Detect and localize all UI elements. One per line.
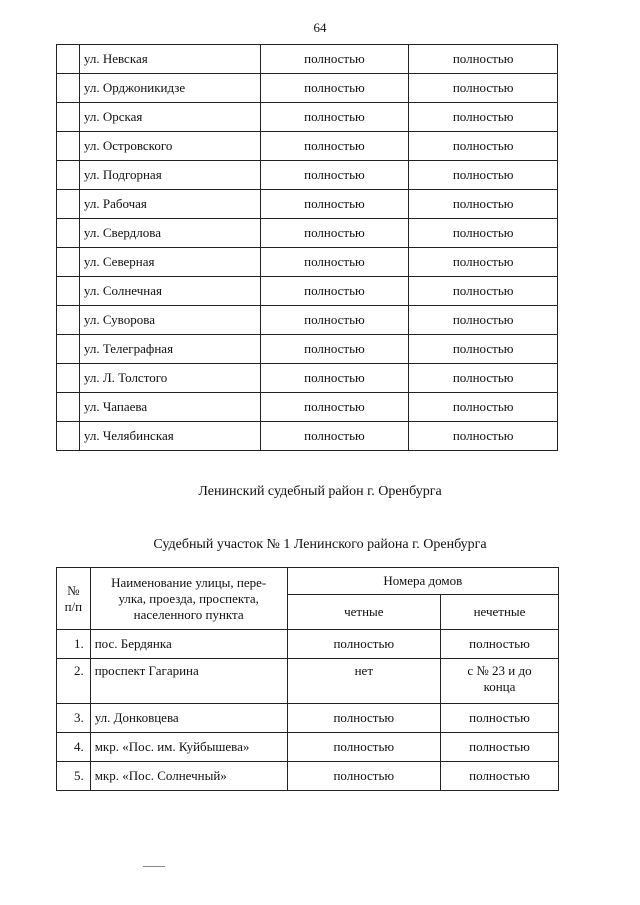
odd-houses-cell <box>440 762 558 791</box>
street-name-cell: ул. Челябинская <box>79 422 260 451</box>
even-houses-cell: полностью <box>260 190 409 219</box>
row-number-cell: 3. <box>57 704 91 733</box>
scan-mark <box>143 866 165 867</box>
street-name-cell: ул. Орджоникидзе <box>79 74 260 103</box>
row-num-cell <box>57 306 80 335</box>
odd-houses-cell: полностью <box>409 190 558 219</box>
even-houses-cell: полностью <box>260 393 409 422</box>
street-name-cell: ул. Невская <box>79 45 260 74</box>
header-name-line1: Наименование улицы, пере- <box>111 574 267 590</box>
odd-houses-cell: полностью <box>409 422 558 451</box>
row-number-cell: 5. <box>57 762 91 791</box>
street-name-cell: ул. Суворова <box>79 306 260 335</box>
odd-houses-cell: полностью <box>409 161 558 190</box>
odd-houses-line1: с № 23 и до <box>467 663 532 678</box>
table-row <box>57 190 558 219</box>
district-heading: Ленинский судебный район г. Оренбурга <box>198 484 442 499</box>
row-num-cell <box>57 74 80 103</box>
section-1-table-header <box>57 568 559 630</box>
table-row <box>57 277 558 306</box>
even-houses-cell: полностью <box>260 161 409 190</box>
header-num <box>57 568 91 630</box>
row-num-cell <box>57 103 80 132</box>
table-row <box>57 659 559 704</box>
header-name-line2: улка, проезда, проспекта, <box>118 590 259 606</box>
table-row <box>57 219 558 248</box>
street-name-cell: ул. Телеграфная <box>79 335 260 364</box>
header-num-line2: п/п <box>64 598 83 614</box>
header-num-line1: № <box>67 582 80 598</box>
section-1-table-body <box>57 630 559 791</box>
even-houses-cell: полностью <box>260 306 409 335</box>
page-number: 64 <box>313 20 327 35</box>
header-row <box>57 568 559 595</box>
table-row <box>57 393 558 422</box>
header-name-line3: населенного пункта <box>133 606 244 622</box>
even-houses-cell: полностью <box>260 422 409 451</box>
odd-houses-line1: полностью <box>469 739 530 754</box>
table-row <box>57 103 558 132</box>
odd-houses-cell: полностью <box>409 103 558 132</box>
row-number-cell: 1. <box>57 630 91 659</box>
even-houses-cell: полностью <box>260 45 409 74</box>
street-name-cell: ул. Солнечная <box>79 277 260 306</box>
odd-houses-cell: полностью <box>409 219 558 248</box>
odd-houses-cell: полностью <box>409 335 558 364</box>
table-row <box>57 630 559 659</box>
even-houses-cell: полностью <box>260 335 409 364</box>
odd-houses-cell: полностью <box>409 74 558 103</box>
street-name-cell: пос. Бердянка <box>90 630 287 659</box>
odd-houses-cell: полностью <box>409 306 558 335</box>
row-num-cell <box>57 248 80 277</box>
street-name-cell: ул. Рабочая <box>79 190 260 219</box>
row-num-cell <box>57 277 80 306</box>
table-row <box>57 132 558 161</box>
row-num-cell <box>57 219 80 248</box>
street-name-cell: мкр. «Пос. Солнечный» <box>90 762 287 791</box>
odd-houses-cell: полностью <box>409 132 558 161</box>
even-houses-cell: полностью <box>260 132 409 161</box>
table-row <box>57 248 558 277</box>
street-name-cell: проспект Гагарина <box>90 659 287 704</box>
table-row <box>57 422 558 451</box>
street-name-cell: ул. Свердлова <box>79 219 260 248</box>
row-num-cell <box>57 132 80 161</box>
odd-houses-cell: полностью <box>409 248 558 277</box>
odd-houses-cell <box>440 630 558 659</box>
street-name-cell: ул. Северная <box>79 248 260 277</box>
table-row <box>57 733 559 762</box>
row-num-cell <box>57 45 80 74</box>
street-name-cell: ул. Донковцева <box>90 704 287 733</box>
odd-houses-cell <box>440 659 558 704</box>
section-heading: Судебный участок № 1 Ленинского района г. Оренбурга <box>153 537 487 552</box>
odd-houses-cell <box>440 733 558 762</box>
even-houses-cell: полностью <box>260 277 409 306</box>
even-houses-cell: нет <box>287 659 440 704</box>
even-houses-cell: полностью <box>287 704 440 733</box>
even-houses-cell: полностью <box>260 74 409 103</box>
street-name-cell: ул. Орская <box>79 103 260 132</box>
odd-houses-line2: конца <box>483 679 516 694</box>
even-houses-cell: полностью <box>287 630 440 659</box>
odd-houses-cell: полностью <box>409 277 558 306</box>
table-row <box>57 45 558 74</box>
table-row <box>57 306 558 335</box>
table-row <box>57 74 558 103</box>
row-num-cell <box>57 364 80 393</box>
row-num-cell <box>57 335 80 364</box>
header-name <box>90 568 287 630</box>
street-name-cell: мкр. «Пос. им. Куйбышева» <box>90 733 287 762</box>
even-houses-cell: полностью <box>260 219 409 248</box>
row-num-cell <box>57 422 80 451</box>
street-name-cell: ул. Чапаева <box>79 393 260 422</box>
odd-houses-cell: полностью <box>409 393 558 422</box>
streets-table-body <box>57 45 558 451</box>
row-number-cell: 2. <box>57 659 91 704</box>
header-houses: Номера домов <box>287 568 558 595</box>
odd-houses-cell <box>440 704 558 733</box>
row-num-cell <box>57 161 80 190</box>
header-even: четные <box>287 595 440 630</box>
section-1-table <box>56 567 559 791</box>
odd-houses-line1: полностью <box>469 710 530 725</box>
table-row <box>57 335 558 364</box>
even-houses-cell: полностью <box>260 364 409 393</box>
street-name-cell: ул. Подгорная <box>79 161 260 190</box>
even-houses-cell: полностью <box>260 248 409 277</box>
header-odd: нечетные <box>440 595 558 630</box>
street-name-cell: ул. Л. Толстого <box>79 364 260 393</box>
table-row <box>57 364 558 393</box>
row-num-cell <box>57 393 80 422</box>
even-houses-cell: полностью <box>260 103 409 132</box>
streets-table-continued <box>56 44 558 451</box>
row-num-cell <box>57 190 80 219</box>
odd-houses-line1: полностью <box>469 636 530 651</box>
even-houses-cell: полностью <box>287 762 440 791</box>
table-row <box>57 762 559 791</box>
odd-houses-cell: полностью <box>409 45 558 74</box>
odd-houses-line1: полностью <box>469 768 530 783</box>
odd-houses-cell: полностью <box>409 364 558 393</box>
even-houses-cell: полностью <box>287 733 440 762</box>
table-row <box>57 161 558 190</box>
street-name-cell: ул. Островского <box>79 132 260 161</box>
table-row <box>57 704 559 733</box>
row-number-cell: 4. <box>57 733 91 762</box>
